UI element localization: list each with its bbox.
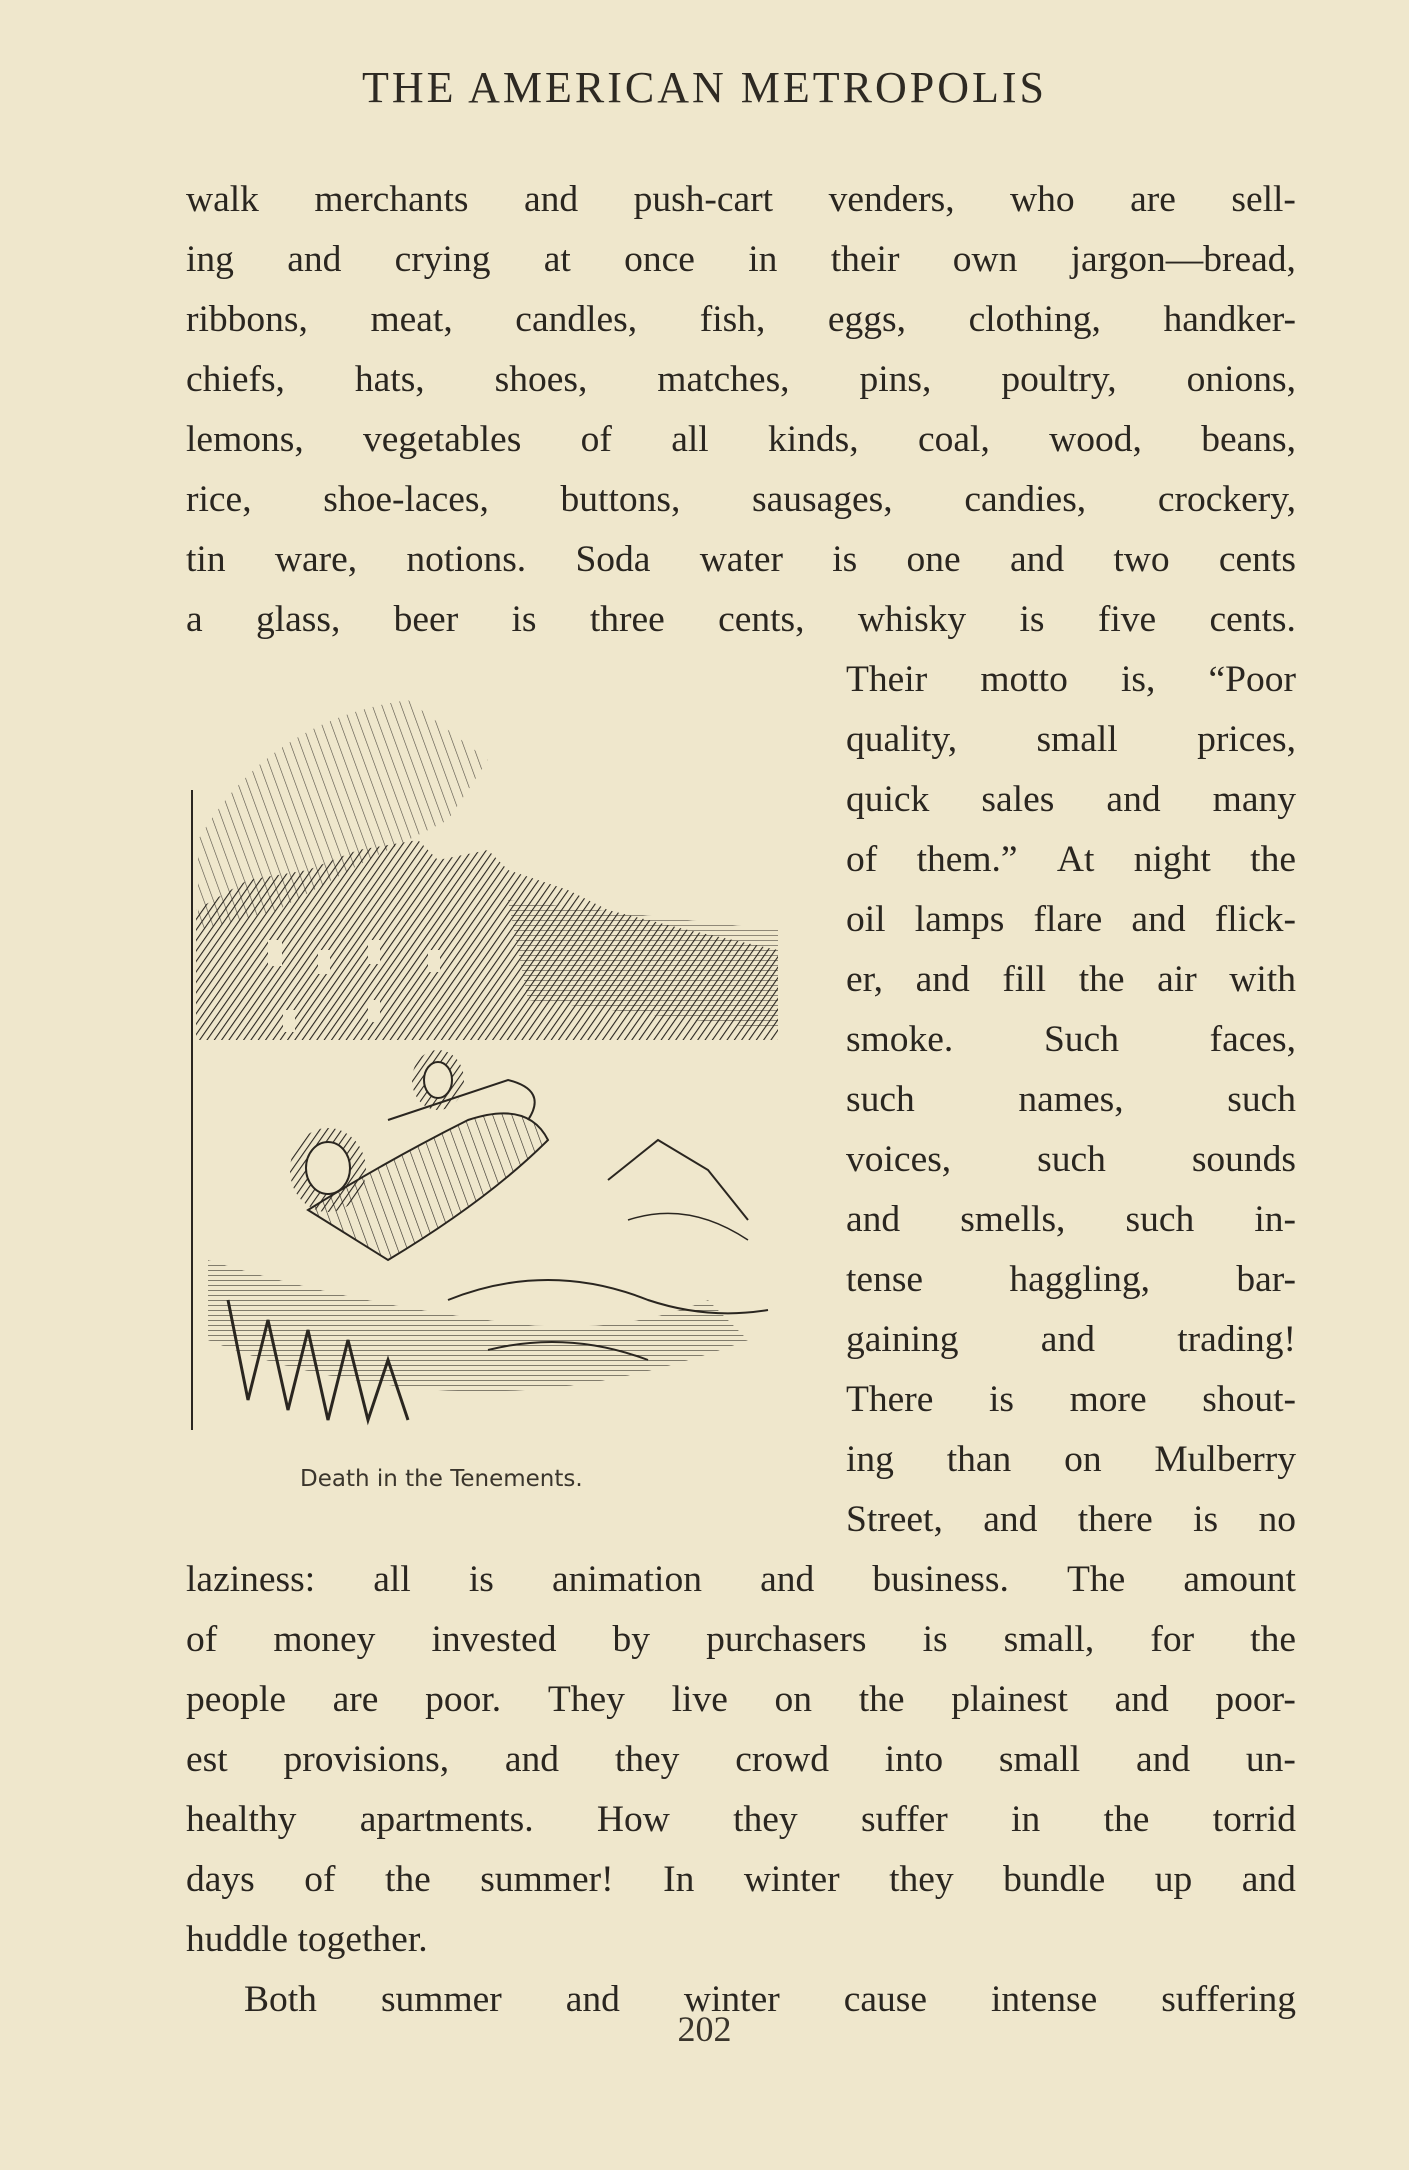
text-line: healthy apartments. How they suffer in the torrid: [186, 1799, 1296, 1840]
text-line: smoke. Such faces,: [846, 1019, 1296, 1060]
text-line: days of the summer! In winter they bundle up and: [186, 1859, 1296, 1900]
text-line: and smells, such in-: [846, 1199, 1296, 1240]
tenement-scene-engraving: [188, 700, 788, 1460]
text-line: a glass, beer is three cents, whisky is five cents.: [186, 599, 1296, 640]
text-line: voices, such sounds: [846, 1139, 1296, 1180]
text-line: laziness: all is animation and business. The amount: [186, 1559, 1296, 1600]
text-line: ing and crying at once in their own jargon—bread,: [186, 239, 1296, 280]
text-line: people are poor. They live on the plainest and poor-: [186, 1679, 1296, 1720]
text-line: such names, such: [846, 1079, 1296, 1120]
text-line: of money invested by purchasers is small, for the: [186, 1619, 1296, 1660]
text-line: oil lamps flare and flick-: [846, 899, 1296, 940]
running-head: THE AMERICAN METROPOLIS: [361, 63, 1048, 112]
text-line: er, and fill the air with: [846, 959, 1296, 1000]
text-line: chiefs, hats, shoes, matches, pins, poultry, onions,: [186, 359, 1296, 400]
text-line: gaining and trading!: [846, 1319, 1296, 1360]
text-line: quick sales and many: [846, 779, 1296, 820]
engraving-illustration: [188, 700, 788, 1480]
text-line: rice, shoe-laces, buttons, sausages, candies, crockery,: [186, 479, 1296, 520]
text-line: tin ware, notions. Soda water is one and two cents: [186, 539, 1296, 580]
text-line: of them.” At night the: [846, 839, 1296, 880]
text-line: quality, small prices,: [846, 719, 1296, 760]
text-line: lemons, vegetables of all kinds, coal, wood, beans,: [186, 419, 1296, 460]
text-line: tense haggling, bar-: [846, 1259, 1296, 1300]
text-line: There is more shout-: [846, 1379, 1296, 1420]
text-line: Both summer and winter cause intense suffering: [244, 1979, 1296, 2020]
page-number: 202: [677, 2009, 732, 2049]
text-line: est provisions, and they crowd into small and un-: [186, 1739, 1296, 1780]
text-line: huddle together.: [186, 1919, 428, 1960]
figure-caption: Death in the Tenements.: [300, 1466, 583, 1492]
text-line: Street, and there is no: [846, 1499, 1296, 1540]
text-line: walk merchants and push-cart venders, who are sell-: [186, 179, 1296, 220]
text-line: Their motto is, “Poor: [846, 659, 1296, 700]
text-line: ribbons, meat, candles, fish, eggs, clothing, handker-: [186, 299, 1296, 340]
text-line: ing than on Mulberry: [846, 1439, 1296, 1480]
